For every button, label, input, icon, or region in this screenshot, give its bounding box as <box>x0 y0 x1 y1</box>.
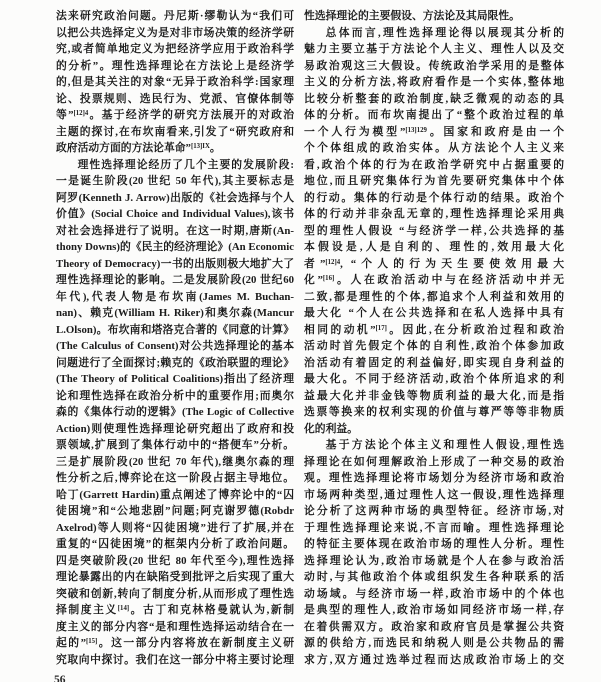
text-line: 本假设是,人是自利的、理性的,效用最大化 <box>304 241 564 253</box>
text-line: 最大化。不同于经济活动,政治个体所追求的利 <box>304 373 564 385</box>
citation-superscript: [13]129 <box>405 126 427 134</box>
text-line: 观。理性选择理论将市场划分为经济市场和政治 <box>304 472 564 484</box>
citation-superscript: [12]4 <box>73 110 89 117</box>
text-line: 于理性选择理论来说,不言而喻。理性选择理论 <box>304 521 564 534</box>
text-line: (The Theory of Political Coalitions)指出了经济理 <box>56 373 294 385</box>
text-line: 活动时首先假定个体的自利性,政治个体参加政 <box>304 340 564 352</box>
text-line: 政府活动方面的方法论革命”$^{[13]IX}$。 <box>56 142 221 154</box>
text-line: 化的利益。 <box>304 422 358 435</box>
text-line: 者”$^{[12]4}$, “个人的行为天生要使效用最大 <box>304 257 564 270</box>
text-line: 治活动有着固定的利益偏好,即实现自身利益的 <box>304 356 564 369</box>
citation-superscript: [15] <box>85 638 98 645</box>
text-line: 论分析了这两种市场的典型特征。经济市场,对 <box>304 505 564 517</box>
text-line: 突破和创新,转向了制度分析,从而形成了理性选 <box>56 587 294 600</box>
text-line: 看,政治个体的行为在政治学研究中占据重要的 <box>304 158 564 171</box>
text-line: 个个体组成的政治实体。从方法论个人主义来 <box>304 142 564 154</box>
text-line: 益最大化并非金钱等物质利益的最大化,而是指 <box>304 389 564 402</box>
text-line: 徒困境”和“公地悲剧”问题;阿克谢罗德(Robdr <box>56 505 294 517</box>
text-line: L.Olson)。布坎南和塔洛克合著的《同意的计算》 <box>56 323 294 336</box>
text-line: 论和理性选择在政治分析中的重要作用;而奥尔 <box>56 389 294 402</box>
text-line: Theory of Democracy)一书的出版则极大地扩大了 <box>56 257 294 270</box>
text-line: 总体而言,理性选择理论得以展现其分析的 <box>325 26 564 39</box>
text-line: 票领域,扩展到了集体行动中的“搭便车”分析。 <box>56 439 294 451</box>
text-line: 最大化 “个人在公共选择和在私人选择中具有 <box>304 307 564 319</box>
text-line: 是典型的理性人,政治市场如同经济市场一样,存 <box>304 604 564 616</box>
text-line: 性选择理论的主要假设、方法论及其局限性。 <box>304 10 520 22</box>
text-line: 性分析之后,博弈论在这一阶段占据主导地位。 <box>56 472 294 484</box>
text-line: 哈丁(Garrett Hardin)重点阐述了博弈论中的“囚 <box>56 488 294 501</box>
text-line: 选择理论认为,政治市场就是个人在参与政治活 <box>304 554 564 567</box>
text-line: nan)、赖克(William H. Riker)和奥尔森(Mancur <box>56 307 294 319</box>
text-line: 年代),代表人物是布坎南(James M. Buchan- <box>56 290 294 303</box>
text-line: 三是扩展阶段(20 世纪 70 年代),继奥尔森的理 <box>56 455 294 468</box>
text-line: 择理论在如何理解政治上形成了一种交易的政治 <box>304 455 564 468</box>
text-line: 易政治观这三大假设。传统政治学采用的是整体 <box>304 59 564 72</box>
text-line: 四是突破阶段(20 世纪 80 年代至今),理性选择 <box>56 554 294 567</box>
text-line: 理论暴露出的内在缺陷受到批评之后实现了重大 <box>56 571 294 583</box>
text-line: 择制度主义[14]。古丁和克林格曼就认为,新制 <box>56 604 294 616</box>
text-line: 源的供给方,而选民和纳税人则是公共物品的需 <box>304 637 564 649</box>
text-line: 市场两种类型,通过理性人这一假设,理性选择理 <box>304 488 564 501</box>
text-line: 的,但是其关注的对象“无异于政治科学:国家理 <box>56 76 294 88</box>
text-line: (The Calculus of Consent)对公共选择理论的基本 <box>56 340 294 352</box>
text-line: 动场域。与经济市场一样,政治市场中的个体也 <box>304 587 564 600</box>
text-line: 选票等换来的权利实现的价值与尊严等等非物质 <box>304 406 564 418</box>
text-line: 究,或者简单地定义为把经济学应用于政治科学 <box>56 43 294 55</box>
citation-superscript: [17] <box>375 324 387 332</box>
text-line: 主题的探讨,在布坎南看来,引发了“研究政府和 <box>56 125 294 138</box>
text-line: 一个人行为模型”$^{[13]129}$。国家和政府是由一个 <box>304 125 564 138</box>
text-line: 体的行动并非杂乱无章的,理性选择理论采用典 <box>304 208 564 220</box>
text-line: 一是诞生阶段(20 世纪 50 年代),其主要标志是 <box>56 175 294 187</box>
right-text-column <box>304 8 564 668</box>
text-line: 型的理性人假设 “与经济学一样,公共选择的基 <box>304 224 564 237</box>
left-text-column <box>56 8 294 668</box>
text-line: 起的”[15]。这一部分内容将放在新制度主义研 <box>56 637 294 649</box>
text-line: 体的分析。而布坎南提出了“整个政治过程的单 <box>304 109 564 121</box>
text-line: Action)则使理性选择理论研究超出了政府和投 <box>56 422 294 435</box>
text-line: 以把公共选择定义为是对非市场决策的经济学研 <box>56 26 294 39</box>
text-line: 问题进行了全面探讨;赖克的《政治联盟的理论》 <box>56 356 294 369</box>
text-line: 度主义的部分内容“是和理性选择运动结合在一 <box>56 620 294 633</box>
page-number: 56 <box>54 674 66 682</box>
text-line: 比较分析整套的政治制度,缺乏微观的动态的具 <box>304 92 564 105</box>
text-line: 在着供需双方。政治家和政府官员是掌握公共资 <box>304 620 564 633</box>
text-line: 的分析”。理性选择理论在方法论上是经济学 <box>56 59 294 72</box>
text-line: 究取向中探讨。我们在这一部分中将主要讨论理 <box>56 653 294 666</box>
text-line: 对社会选择进行了说明。在这一时期,唐斯(An- <box>56 224 294 237</box>
text-line: 森的《集体行动的逻辑》(The Logic of Collective <box>56 406 294 418</box>
text-line: 基于方法论个体主义和理性人假设,理性选 <box>325 439 564 451</box>
text-line: 重复的“囚徒困境”的框架内分析了政治问题。 <box>56 538 294 550</box>
text-line: 地位,而且研究集体行为首先要研究集体中个体 <box>304 175 564 187</box>
text-line: 的行动。集体的行动是个体行动的结果。政治个 <box>304 191 564 204</box>
text-line: Axelrod)等人则将“囚徒困境”进行了扩展,并在 <box>56 521 294 534</box>
text-line: 法来研究政治问题。丹尼斯·缪勒认为“我们可 <box>56 10 294 22</box>
text-line: 的特征主要体现在政治市场的理性人分析。理性 <box>304 538 564 550</box>
citation-superscript: [12]4 <box>325 258 341 266</box>
text-line: 二致,都是理性的个体,都追求个人利益和效用的 <box>304 290 564 303</box>
text-line: 阿罗(Kenneth J. Arrow)出版的《社会选择与个人 <box>56 191 294 204</box>
citation-superscript: [16] <box>322 275 335 282</box>
text-line: 理性选择理论经历了几个主要的发展阶段: <box>77 158 294 171</box>
text-line: 魅力主要立基于方法论个人主义、理性人以及交 <box>304 43 564 55</box>
text-line: 求方,双方通过选举过程而达成政治市场上的交 <box>304 653 564 666</box>
text-line: 等”$^{[12]4}$。基于经济学的研究方法展开的对政治 <box>56 109 294 121</box>
text-line: 化”[16]。人在政治活动中与在经济活动中并无 <box>304 274 564 286</box>
text-line: 论、投票规则、选民行为、党派、官僚体制等 <box>56 92 294 105</box>
citation-superscript: [14] <box>117 605 130 612</box>
text-line: 理性选择理论的影响。二是发展阶段(20 世纪60 <box>56 274 294 286</box>
text-line: 主义的分析方法,将政府看作是一个实体,整体地 <box>304 76 564 88</box>
text-line: 动时,与其他政治个体或组织发生各种联系的活 <box>304 571 564 583</box>
text-line: 价值》(Social Choice and Individual Values),该书 <box>56 208 294 220</box>
text-line: 相同的动机”[17]。因此,在分析政治过程和政治 <box>304 323 564 336</box>
text-line: thony Downs)的《民主的经济理论》(An Economic <box>56 241 294 253</box>
citation-superscript: [13]IX <box>190 143 210 150</box>
